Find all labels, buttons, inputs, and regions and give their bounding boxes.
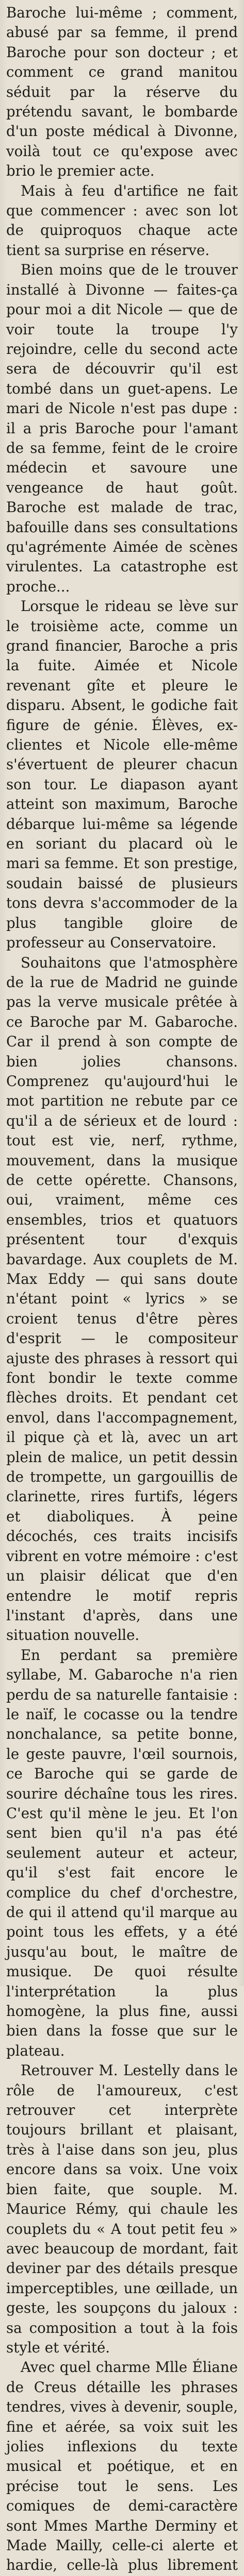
review-paragraph: Souhaitons que l'atmosphère de la rue de Madrid ne guinde pas la verve musicale prêtée à ce Baroche par M. Gabaroche. Car il prend à son compte de bien jolies chansons. Comprenez qu'aujourd'hui le mot partition ne rebute par ce qu'il a de sérieux et de lourd : tout est vie, nerf, rythme, mouvement, dans la musique de cette opérette. Chansons, oui, vraiment, même ces ensembles, trios et quatuors présentent tour d'exquis bavardage. Aux couplets de M. Max Eddy — qui sans doute n'étant point « lyrics » se croient tenus d'être pères d'esprit — le compositeur ajuste des phrases à ressort qui font bondir le texte comme flèches droits. Et pendant cet envol, dans l'accompagnement, il pique çà et là, avec un art plein de malice, un petit dessin de trompette, un gargouillis de clarinette, rires furtifs, légers et diaboliques. À peine décochés, ces traits incisifs vibrent en votre mémoire : c'est un plaisir délicat que d'en entendre le motif repris l'instant d'après, dans une situation nouvelle. bbox=[6, 954, 238, 1644]
theatre-review bbox=[6, 3, 238, 2576]
article-column bbox=[6, 3, 238, 2576]
review-paragraph: Retrouver M. Lestelly dans le rôle de l'amoureux, c'est retrouver cet interprète toujours brillant et plaisant, très à l'aise dans son jeu, plus encore dans sa voix. Une voix bien faite, que souple. M. Maurice Rémy, qui chaule les couplets du « A tout petit feu » avec beaucoup de mordant, fait deviner par des détails presque imperceptibles, une œillade, un geste, les soupçons du jaloux : sa composition a tout à la fois style et vérité. bbox=[6, 2062, 238, 2356]
review-paragraph: Baroche lui-même ; comment, abusé par sa femme, il prend Baroche pour son docteur ; et comment ce grand manitou séduit par la réserve du prétendu savant, le bombarde d'un poste médical à Divonne, voilà tout ce qu'expose avec brio le premier acte. bbox=[6, 4, 238, 180]
review-paragraph: Avec quel charme Mlle Éliane de Creus détaille les phrases tendres, vives à devenir, souple, fine et aérée, sa voix suit les jolies inflexions du texte musical et poétique, et en précise tout le sens. Les comiques de demi-caractère sont Mmes Marthe Derminy et Made Mailly, celle-ci alerte et hardie, celle-là plus librement bbox=[6, 2359, 238, 2574]
review-paragraph: En perdant sa première syllabe, M. Gabaroche n'a rien perdu de sa naturelle fantaisie : le naïf, le cocasse ou la tendre nonchalance, sa petite bonne, le geste pauvre, l'œil sournois, ce Baroche qui se garde de sourire déchaîne tous les rires. C'est qu'il mène le jeu. Et l'on sent bien qu'il n'a pas été seulement auteur et acteur, qu'il s'est fait encore le complice du chef d'orchestre, de qui il attend qu'il marque au point tous les effets, y a été jusqu'au bout, le maître de musique. De quoi résulte l'interprétation la plus homogène, la plus fine, aussi bien dans la fosse que sur le plateau. bbox=[6, 1646, 238, 2059]
review-paragraph: Bien moins que de le trouver installé à Divonne — faites-ça pour moi a dit Nicole — que de voir toute la troupe l'y rejoindre, celle du second acte sera de découvrir qu'il est tombé dans un guet-apens. Le mari de Nicole n'est pas dupe : il a pris Baroche pour l'amant de sa femme, feint de le croire médecin et savoure une vengeance de haut goût. Baroche est malade de trac, bafouille dans ses consultations qu'agrémente Aimée de scènes virulentes. La catastrophe est proche... bbox=[6, 261, 238, 595]
review-paragraph: Mais à feu d'artifice ne fait que commencer : avec son lot de quiproquos chaque acte tient sa surprise en réserve. bbox=[6, 182, 238, 259]
review-paragraph: Lorsque le rideau se lève sur le troisième acte, comme un grand financier, Baroche a pris la fuite. Aimée et Nicole revenant gîte et pleure le disparu. Absent, le godiche fait figure de génie. Élèves, ex-clientes et Nicole elle-même s'évertuent de pleurer chacun son tour. Le diapason ayant atteint son maximum, Baroche débarque lui-même sa légende en soriant du placard où le mari sa femme. Et son prestige, soudain baissé de plusieurs tons devra s'accommoder de la plus tangible gloire de professeur au Conservatoire. bbox=[6, 598, 238, 952]
